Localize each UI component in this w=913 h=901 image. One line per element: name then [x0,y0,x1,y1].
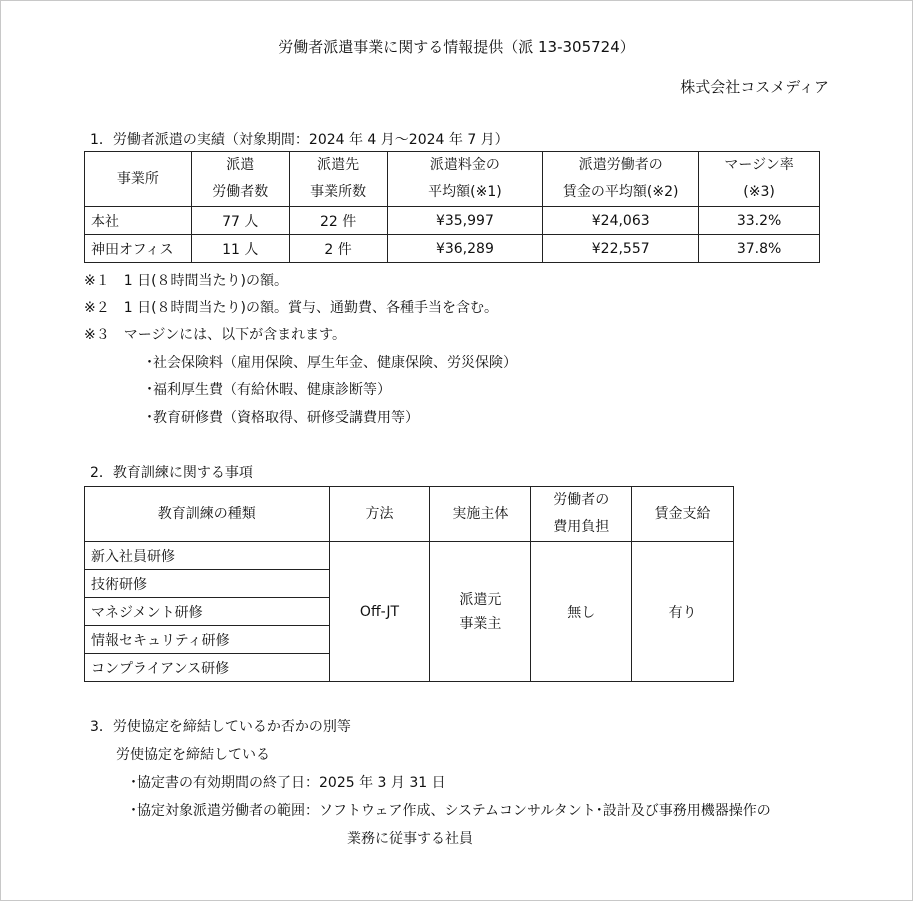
cell-client-count: 22 件 [289,207,387,235]
header-method: 方法 [329,487,430,542]
cell-avg-wage: ¥24,063 [543,207,699,235]
margin-item: ･社会保険料（雇用保険、厚生年金、健康保険、労災保険） [146,355,517,371]
training-table [84,486,734,682]
margin-item: ･教育研修費（資格取得、研修受講費用等） [146,410,419,426]
header-avg-fee: 派遣料金の 平均額(※1) [387,152,543,207]
note-3: ※３ マージンには、以下が含まれます。 [84,327,346,343]
cell-client-count: 2 件 [289,235,387,263]
header-wage-payment: 賃金支給 [632,487,734,542]
training-type: 新入社員研修 [85,542,330,570]
note-2: ※２ 1 日(８時間当たり)の額。賞与、通勤費、各種手当を含む。 [84,300,499,316]
table-row [85,207,820,235]
header-training-type: 教育訓練の種類 [85,487,330,542]
cell-office: 本社 [85,207,192,235]
header-cost-burden: 労働者の 費用負担 [531,487,632,542]
header-client-count: 派遣先 事業所数 [289,152,387,207]
note-1: ※１ 1 日(８時間当たり)の額。 [84,273,289,289]
cell-margin-rate: 33.2% [699,207,820,235]
training-type: マネジメント研修 [85,598,330,626]
dispatch-results-table [84,151,820,263]
page-title: 労働者派遣事業に関する情報提供（派 13-305724） [278,38,635,56]
cell-avg-fee: ¥36,289 [387,235,543,263]
cell-worker-count: 11 人 [191,235,289,263]
agreement-scope-continued: 業務に従事する社員 [347,831,473,847]
table-row [85,542,734,570]
header-margin-rate: マージン率 (※3) [699,152,820,207]
section3-heading: 3．労使協定を締結しているか否かの別等 [90,719,351,735]
section2-heading: 2．教育訓練に関する事項 [90,465,253,481]
training-wage: 有り [632,542,734,682]
company-name: 株式会社コスメディア [680,78,829,96]
training-method: Off-JT [329,542,430,682]
cell-avg-fee: ¥35,997 [387,207,543,235]
training-type: コンプライアンス研修 [85,654,330,682]
agreement-scope: ･協定対象派遣労働者の範囲：ソフトウェア作成、システムコンサルタント･設計及び事務用機器操作の [130,803,771,819]
header-office [85,152,192,207]
cell-office: 神田オフィス [85,235,192,263]
training-type: 技術研修 [85,570,330,598]
training-cost: 無し [531,542,632,682]
table-row [85,235,820,263]
header-avg-wage: 派遣労働者の 賃金の平均額(※2) [543,152,699,207]
header-provider: 実施主体 [430,487,531,542]
section1-heading: 1．労働者派遣の実績（対象期間：2024 年 4 月～2024 年 7 月） [90,132,509,148]
training-provider: 派遣元 事業主 [430,542,531,682]
margin-item: ･福利厚生費（有給休暇、健康診断等） [146,382,391,398]
cell-avg-wage: ¥22,557 [543,235,699,263]
training-type: 情報セキュリティ研修 [85,626,330,654]
cell-margin-rate: 37.8% [699,235,820,263]
agreement-expiry: ･協定書の有効期間の終了日：2025 年 3 月 31 日 [130,775,446,791]
header-worker-count: 派遣 労働者数 [191,152,289,207]
cell-worker-count: 77 人 [191,207,289,235]
agreement-status: 労使協定を締結している [116,747,270,763]
header-text: 事業所 [116,170,159,187]
